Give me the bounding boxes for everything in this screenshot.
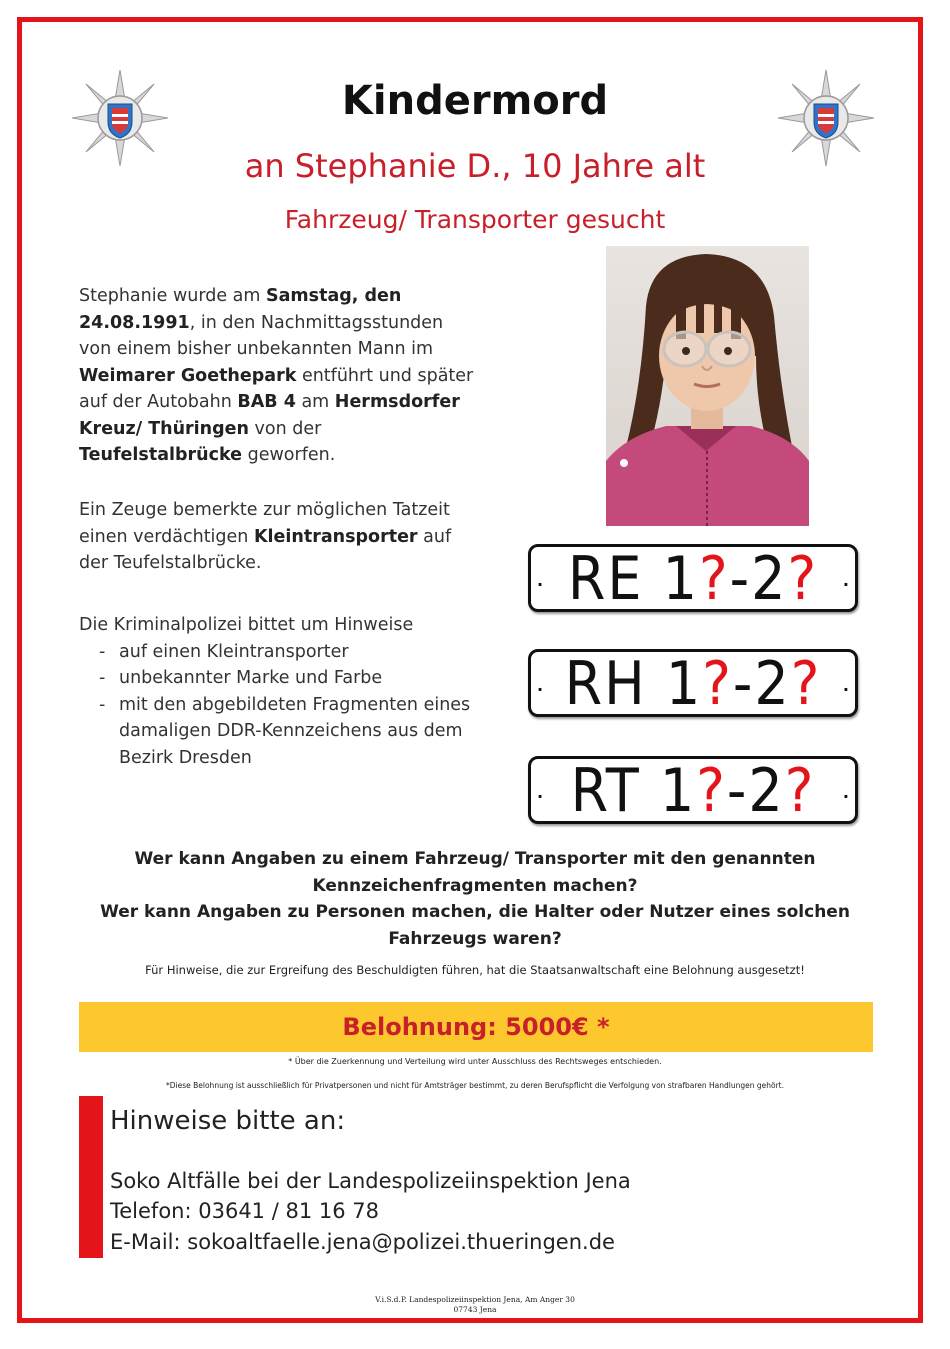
request-item: - unbekannter Marke und Farbe: [79, 665, 479, 692]
reward-note: Für Hinweise, die zur Ergreifung des Beschuldigten führen, hat die Staatsanwaltschaft eine Belohnung ausgesetzt!: [145, 963, 805, 977]
emphasis-text: Teufelstalbrücke: [79, 445, 243, 465]
plate-dot: ·: [842, 575, 849, 594]
plate-digit: 1: [659, 756, 697, 826]
body-text: von der: [248, 418, 322, 439]
plate-dot: ·: [537, 680, 544, 699]
fine-print-legal: * Über die Zuerkennung und Verteilung wird unter Ausschluss des Rechtsweges entschieden.: [288, 1057, 662, 1066]
question-persons: Wer kann Angaben zu Personen machen, die Halter oder Nutzer eines solchen Fahrzeugs waren?: [100, 902, 850, 949]
poster-title: Kindermord: [341, 78, 609, 124]
license-plate-re: [528, 544, 858, 612]
plate-dot: ·: [842, 680, 849, 699]
contact-email: E-Mail: sokoaltfaelle.jena@polizei.thueringen.de: [110, 1230, 615, 1254]
plate-unknown-digit: ?: [784, 756, 816, 826]
plate-text: [531, 544, 855, 614]
plate-prefix: RT: [570, 756, 641, 826]
question-vehicle: Wer kann Angaben zu einem Fahrzeug/ Transporter mit den genannten Kennzeichenfragmenten machen?: [134, 849, 816, 896]
contact-office: Soko Altfälle bei der Landespolizeiinspektion Jena: [110, 1169, 631, 1193]
plate-text: [531, 649, 855, 719]
plate-prefix: RH: [564, 649, 647, 719]
emphasis-text: Samstag, den 24.08.1991: [79, 286, 402, 333]
body-text: am: [295, 392, 335, 412]
plate-unknown-digit: ?: [790, 649, 822, 719]
body-text: Stephanie wurde am: [79, 286, 267, 306]
poster-subtitle-vehicle: Fahrzeug/ Transporter gesucht: [284, 205, 666, 234]
emphasis-text: Hermsdorfer Kreuz/ Thüringen: [79, 392, 460, 439]
emphasis-text: Kleintransporter: [253, 526, 418, 547]
plate-dot: ·: [842, 787, 849, 806]
plate-digit: -2: [732, 649, 791, 719]
imprint: [0, 1295, 950, 1315]
plate-unknown-digit: ?: [787, 544, 819, 614]
reward-banner: Belohnung: 5000€ *: [79, 1002, 873, 1052]
request-item: - auf einen Kleintransporter: [79, 639, 479, 666]
imprint-line: V.i.S.d.P. Landespolizeiinspektion Jena, Am Anger 30: [375, 1295, 575, 1304]
plate-dot: ·: [537, 787, 544, 806]
body-text: geworfen.: [242, 445, 336, 465]
fine-print-eligibility: *Diese Belohnung ist ausschließlich für Privatpersonen und nicht für Amtsträger bestimmt, zu deren Berufspflicht die Verfolgung von strafbaren Handlungen gehört.: [166, 1081, 784, 1090]
plate-dot: ·: [537, 575, 544, 594]
plate-text: [531, 756, 855, 826]
contact-accent-bar: [79, 1096, 103, 1258]
request-item: - mit den abgebildeten Fragmenten eines damaligen DDR-Kennzeichens aus dem Bezirk Dresden: [79, 692, 479, 772]
contact-phone: Telefon: 03641 / 81 16 78: [110, 1199, 379, 1223]
license-plate-rt: [528, 756, 858, 824]
emphasis-text: BAB 4: [237, 392, 296, 412]
plate-prefix: RE: [567, 544, 644, 614]
request-list: [79, 639, 479, 772]
police-request: [79, 612, 479, 771]
contact-heading: Hinweise bitte an:: [110, 1106, 346, 1136]
witness-description: [79, 497, 479, 577]
plate-unknown-digit: ?: [702, 649, 733, 719]
plate-unknown-digit: ?: [696, 756, 727, 826]
emphasis-text: Weimarer Goethepark: [79, 365, 297, 386]
request-intro: Die Kriminalpolizei bittet um Hinweise: [79, 615, 414, 635]
victim-photo: [606, 246, 809, 526]
license-plate-rh: [528, 649, 858, 717]
body-text: entführt und später auf der Autobahn: [79, 365, 474, 412]
plate-digit: -2: [726, 756, 785, 826]
plate-digit: -2: [729, 544, 788, 614]
plate-digit: 1: [665, 649, 703, 719]
body-text: , in den Nachmittagsstunden von einem bisher unbekannten Mann im: [79, 312, 444, 359]
body-text: auf der Teufelstalbrücke.: [79, 526, 452, 573]
case-description: [79, 283, 479, 469]
poster-subtitle: an Stephanie D., 10 Jahre alt: [244, 147, 706, 185]
plate-digit: 1: [662, 544, 699, 614]
body-text: Ein Zeuge bemerkte zur möglichen Tatzeit einen verdächtigen: [79, 500, 450, 547]
plate-unknown-digit: ?: [698, 544, 730, 614]
imprint-line: 07743 Jena: [453, 1305, 497, 1314]
